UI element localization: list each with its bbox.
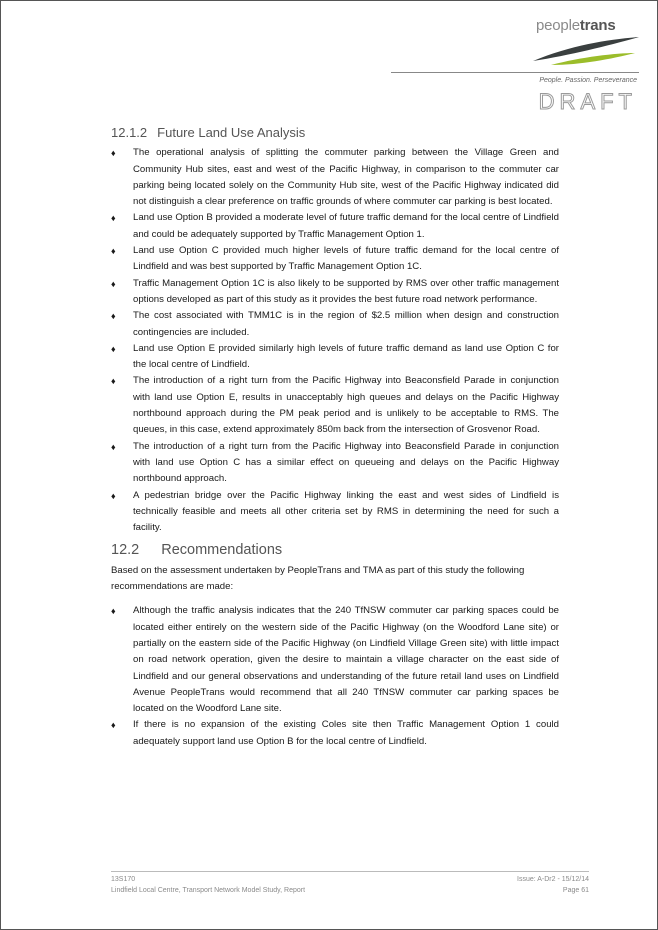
section-title: Future Land Use Analysis: [157, 125, 306, 140]
list-item-text: The cost associated with TMM1C is in the region of $2.5 million when design and construction contingencies are included.: [133, 310, 559, 338]
bullet-diamond-icon: ♦: [111, 343, 116, 354]
footer-page-number: Page 61: [562, 887, 589, 894]
list-item-text: A pedestrian bridge over the Pacific Highway linking the east and west sides of Lindfield is technically feasible and meets all other criteria set by RMS in determining the need for such a facility.: [133, 489, 559, 534]
section-number: 12.1.2: [111, 125, 148, 140]
bullet-diamond-icon: ♦: [111, 278, 116, 289]
list-item-text: Although the traffic analysis indicates that the 240 TfNSW commuter car parking spaces could be located either entirely on the western side of the Pacific Highway (on the Woodford Lane site) or partially on the eastern side of the Pacific Highway (on Lindfield Village Green site) with little impact on road network operation, given the desire to maintain a village character on the east side of Lindfield and our general observations and understanding of the future retail land uses on Lindfield Avenue PeopleTrans would recommend that all 240 TfNSW commuter car parking spaces be located on the Woodford Lane site.: [133, 605, 559, 715]
list-item-text: Land use Option B provided a moderate level of future traffic demand for the local centre of Lindfield and could be adequately supported by Traffic Management Option 1.: [133, 212, 559, 240]
list-item-text: Traffic Management Option 1C is also likely to be supported by RMS over other traffic management options developed as part of this study as it provides the best future road network performance.: [133, 277, 559, 305]
list-item: [111, 276, 559, 309]
bullet-diamond-icon: ♦: [111, 490, 116, 501]
list-item-text: The introduction of a right turn from the Pacific Highway into Beaconsfield Parade in conjunction with land use Option C has a similar effect on queueing and delays on the Pacific Highway northbound approach.: [133, 440, 559, 485]
list-item: [111, 373, 559, 438]
list-item: [111, 488, 559, 537]
bullet-diamond-icon: ♦: [111, 720, 116, 731]
section-heading-recommendations: [111, 542, 559, 558]
footer-issue: Issue: A-Dr2 - 15/12/14: [517, 876, 589, 883]
list-item: [111, 603, 559, 717]
footer-rule: [111, 871, 589, 872]
list-item-text: The introduction of a right turn from the Pacific Highway into Beaconsfield Parade in conjunction with land use Option E, results in unacceptably high queues and delays on the Pacific Highway northbound approach during the PM peak period and is unlikely to be acceptable to RMS. The queues, in this case, extend approximately 850m back from the intersection of Grosvenor Road.: [133, 375, 559, 436]
bullet-diamond-icon: ♦: [111, 148, 116, 159]
footer-report-title: Lindfield Local Centre, Transport Network Model Study, Report: [111, 887, 306, 894]
list-item-text: The operational analysis of splitting the commuter parking between the Village Green and Community Hub sites, east and west of the Pacific Highway, in comparison to the commuter car parking being located solely on the Community Hub site, west of the Pacific Highway indicated did not distinguish a clear preference on traffic grounds of where commuter car parking is best located.: [133, 147, 559, 208]
section-number: 12.2: [111, 542, 140, 559]
list-item: [111, 341, 559, 374]
company-tagline: People. Passion. Perseverance: [539, 77, 637, 84]
list-item: [111, 243, 559, 276]
logo-wordmark: [536, 17, 616, 34]
header-rule: [391, 72, 639, 73]
list-item: [111, 308, 559, 341]
list-item: [111, 439, 559, 488]
logo-wordmark-part2: trans: [579, 17, 616, 34]
bullet-diamond-icon: ♦: [111, 311, 116, 322]
bullet-diamond-icon: ♦: [111, 606, 116, 617]
recommendations-list: [111, 603, 559, 750]
list-item: [111, 210, 559, 243]
list-item-text: Land use Option C provided much higher levels of future traffic demand for the local centre of Lindfield and was best supported by Traffic Management Option 1C.: [133, 245, 559, 273]
section-title: Recommendations: [161, 542, 283, 559]
bullet-diamond-icon: ♦: [111, 213, 116, 224]
recommendations-intro: Based on the assessment undertaken by PeopleTrans and TMA as part of this study the following recommendations are made:: [111, 564, 525, 593]
bullet-diamond-icon: ♦: [111, 376, 116, 387]
company-logo: [531, 15, 641, 71]
future-land-use-findings-list: [111, 145, 559, 536]
list-item-text: If there is no expansion of the existing Coles site then Traffic Management Option 1 could adequately support land use Option B for the local centre of Lindfield.: [133, 719, 559, 747]
bullet-diamond-icon: ♦: [111, 441, 116, 452]
footer-project-number: 13S170: [111, 876, 136, 883]
section-heading-future-land-use: [111, 125, 559, 141]
page-footer: [111, 874, 589, 896]
report-body: [111, 125, 559, 750]
draft-watermark: DRAFT: [538, 89, 637, 114]
list-item-text: Land use Option E provided similarly high levels of future traffic demand as land use Option C for the local centre of Lindfield.: [133, 342, 559, 371]
logo-wordmark-part1: people: [536, 17, 580, 34]
list-item: [111, 145, 559, 210]
list-item: [111, 717, 559, 750]
bullet-diamond-icon: ♦: [111, 246, 116, 257]
logo-swoosh-icon: [531, 35, 641, 69]
